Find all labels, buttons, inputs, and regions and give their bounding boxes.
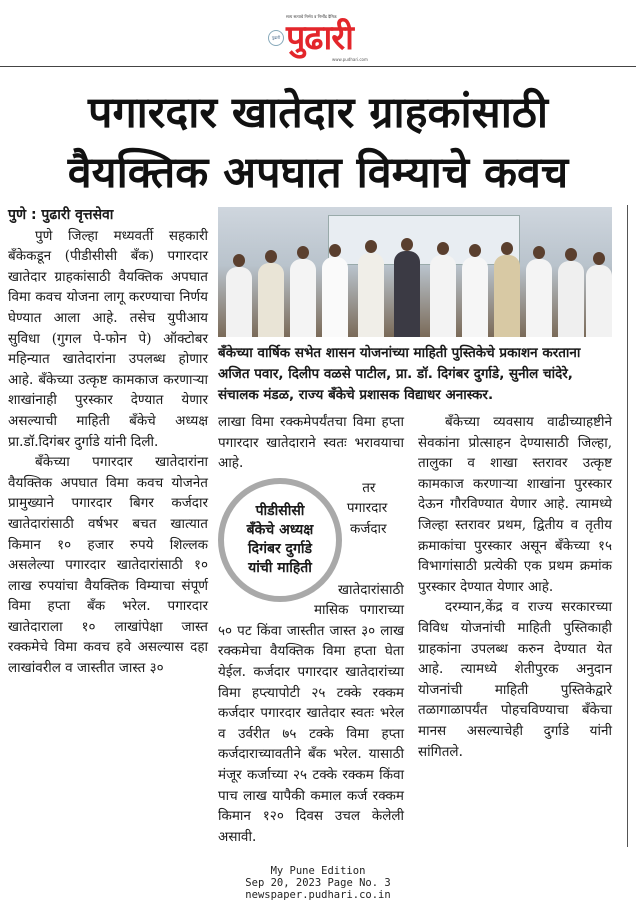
callout-line-4: यांची माहिती — [248, 559, 312, 576]
photo-caption: बँकेच्या वार्षिक सभेत शासन योजनांच्या माहिती पुस्तिकेचे प्रकाशन करताना अजित पवार, दिलीप वळसे पाटील, प्रा. डॉ. दिगंबर दुर्गाडे, सुनील चांदेरे, संचालक मंडळ, राज्य बँकेचे प्रशासक विद्याधर अनास्कर. — [218, 345, 581, 403]
paragraph-2-continued: लाखा विमा रक्कमेपर्यंतचा विमा हप्ता पगारदार खातेदाराने स्वतः भरावयाचा आहे. — [218, 414, 404, 472]
page-footer — [0, 865, 636, 911]
masthead-divider — [0, 66, 636, 67]
person-figure — [258, 263, 284, 337]
column-middle — [218, 412, 404, 847]
paragraph-1: पुणे जिल्हा मध्यवर्ती सहकारी बँकेकडून (पीडीसीसी बँक) पगारदार खातेदार ग्राहकांसाठी वैयक्तिक अपघात विमा कवच योजना लागू करण्याचा निर्णय घेण्यात आला आहे. तसेच युपीआय सुविधा (गुगल पे-फोन पे) ऑक्टोबर महिन्यात खातेदारांना उपलब्ध होणार आहे. बँकेच्या उत्कृष्ट कामकाज करणाऱ्या शाखांनाही पुरस्कार देण्यात येणार असल्याची माहिती बँकेचे अध्यक्ष प्रा.डॉ.दिगंबर दुर्गाडे यांनी दिली. — [8, 227, 208, 450]
pull-quote-callout — [218, 478, 342, 602]
person-figure — [586, 265, 612, 337]
stage-banner — [328, 215, 520, 265]
event-photo — [218, 207, 612, 337]
page-header — [0, 0, 636, 205]
dateline: पुणे : पुढारी वृत्तसेवा — [8, 207, 114, 223]
paragraph-5: दरम्यान,केंद्र व राज्य सरकारच्या विविध योजनांची माहिती पुस्तिकाही ग्राहकांना उपलब्ध करुन देण्यात येत आहे. त्यामध्ये शेतीपुरक अनुदान योजनांची माहिती पुस्तिकेद्वारे तळागाळापर्यंत पोहचविण्याचा बँकेचा मानस असल्याचेही दुर्गाडे यांनी सांगितले. — [418, 599, 612, 760]
person-figure — [558, 261, 584, 337]
right-area — [218, 205, 612, 847]
person-figure — [394, 251, 420, 337]
person-figure — [430, 255, 456, 337]
callout-line-3: दिगंबर दुर्गाडे — [248, 540, 312, 557]
person-figure — [358, 253, 384, 337]
masthead-logo — [268, 14, 372, 60]
person-figure — [226, 267, 252, 337]
masthead-url: www.pudhari.com — [332, 57, 368, 62]
masthead-seal-icon: पुढारी — [268, 30, 284, 46]
paragraph-3: तर पगारदार कर्जदार खातेदारांसाठी मासिक पगाराच्या ५० पट किंवा जास्तीत जास्त ३० लाख रक्कमेचा वैयक्तिक विमा हप्ता घेता येईल. कर्जदार पगारदार खातेदारांच्या विमा हप्त्यापोटी २५ टक्के रक्कम कर्जदार पगारदार खातेदार स्वतः भरेल व उर्वरीत ७५ टक्के विमा हप्ता कर्जदाराच्यावतीने बँक भरेल. यासाठी मंजूर कर्जाच्या २५ टक्के रक्कम किंवा पाच लाख यापैकी कमाल कर्ज रक्कम किमान १२० दिवस उचल केलेली असावी. — [218, 479, 404, 845]
column-left — [8, 205, 208, 847]
footer-site[interactable]: newspaper.pudhari.co.in — [245, 889, 391, 902]
person-figure — [290, 259, 316, 337]
lower-columns — [218, 412, 612, 847]
person-figure — [322, 257, 348, 337]
masthead-name: पुढारी — [286, 18, 353, 58]
headline-line-1: पगारदार खातेदार ग्राहकांसाठी — [88, 88, 548, 138]
paragraph-4: बँकेच्या व्यवसाय वाढीच्याहष्टीने सेवकांना प्रोत्साहन देण्यासाठी जिल्हा, तालुका व शाखा स्तरावर उत्कृष्ट कामकाज करणाऱ्या शाखांना पुरस्कार देऊन गौरविण्यात येणार आहे. त्यामध्ये जिल्हा स्तरावर प्रथम, द्वितीय व तृतीय क्रमाकांचा पुरस्कार असून बँकेच्या १५ विभागांसाठी प्रत्येकी एक प्रथम क्रमांक पुरस्कार देण्यात येणार आहे. — [418, 414, 612, 595]
article-body — [8, 205, 628, 847]
person-figure — [462, 257, 488, 337]
person-figure — [494, 255, 520, 337]
masthead-tagline: सत्य सत्याचे निर्भय व निर्भीड दैनिक — [286, 14, 337, 19]
headline-line-2: वैयक्तिक अपघात विम्याचे कवच — [67, 148, 569, 198]
paragraph-2: बँकेच्या पगारदार खातेदारांना वैयक्तिक अपघात विमा कवच योजनेत प्रामुख्याने पगारदार बिगर कर्जदार खातेदारांसाठी वर्षभर बचत खात्यात किमान १० हजार रुपये शिल्लक असलेल्या पगारदार खातेदारांसाठी १० लाख रुपयांचा वैयक्तिक विम्याचा संपूर्ण विमा हप्ता बँक भरेल. पगारदार खातेदाराला १० लाखांपेक्षा जास्त रक्कमेचे विमा कवच हवे असल्यास दहा लाखांवरील व जास्तीत जास्त ३० — [8, 454, 208, 677]
person-figure — [526, 259, 552, 337]
callout-line-2: बँकेचे अध्यक्ष — [246, 521, 314, 538]
column-right — [418, 412, 612, 847]
callout-line-1: पीडीसीसी — [255, 502, 305, 519]
footer-date-page: Sep 20, 2023 Page No. 3 — [245, 877, 391, 890]
footer-edition: My Pune Edition — [270, 865, 366, 878]
